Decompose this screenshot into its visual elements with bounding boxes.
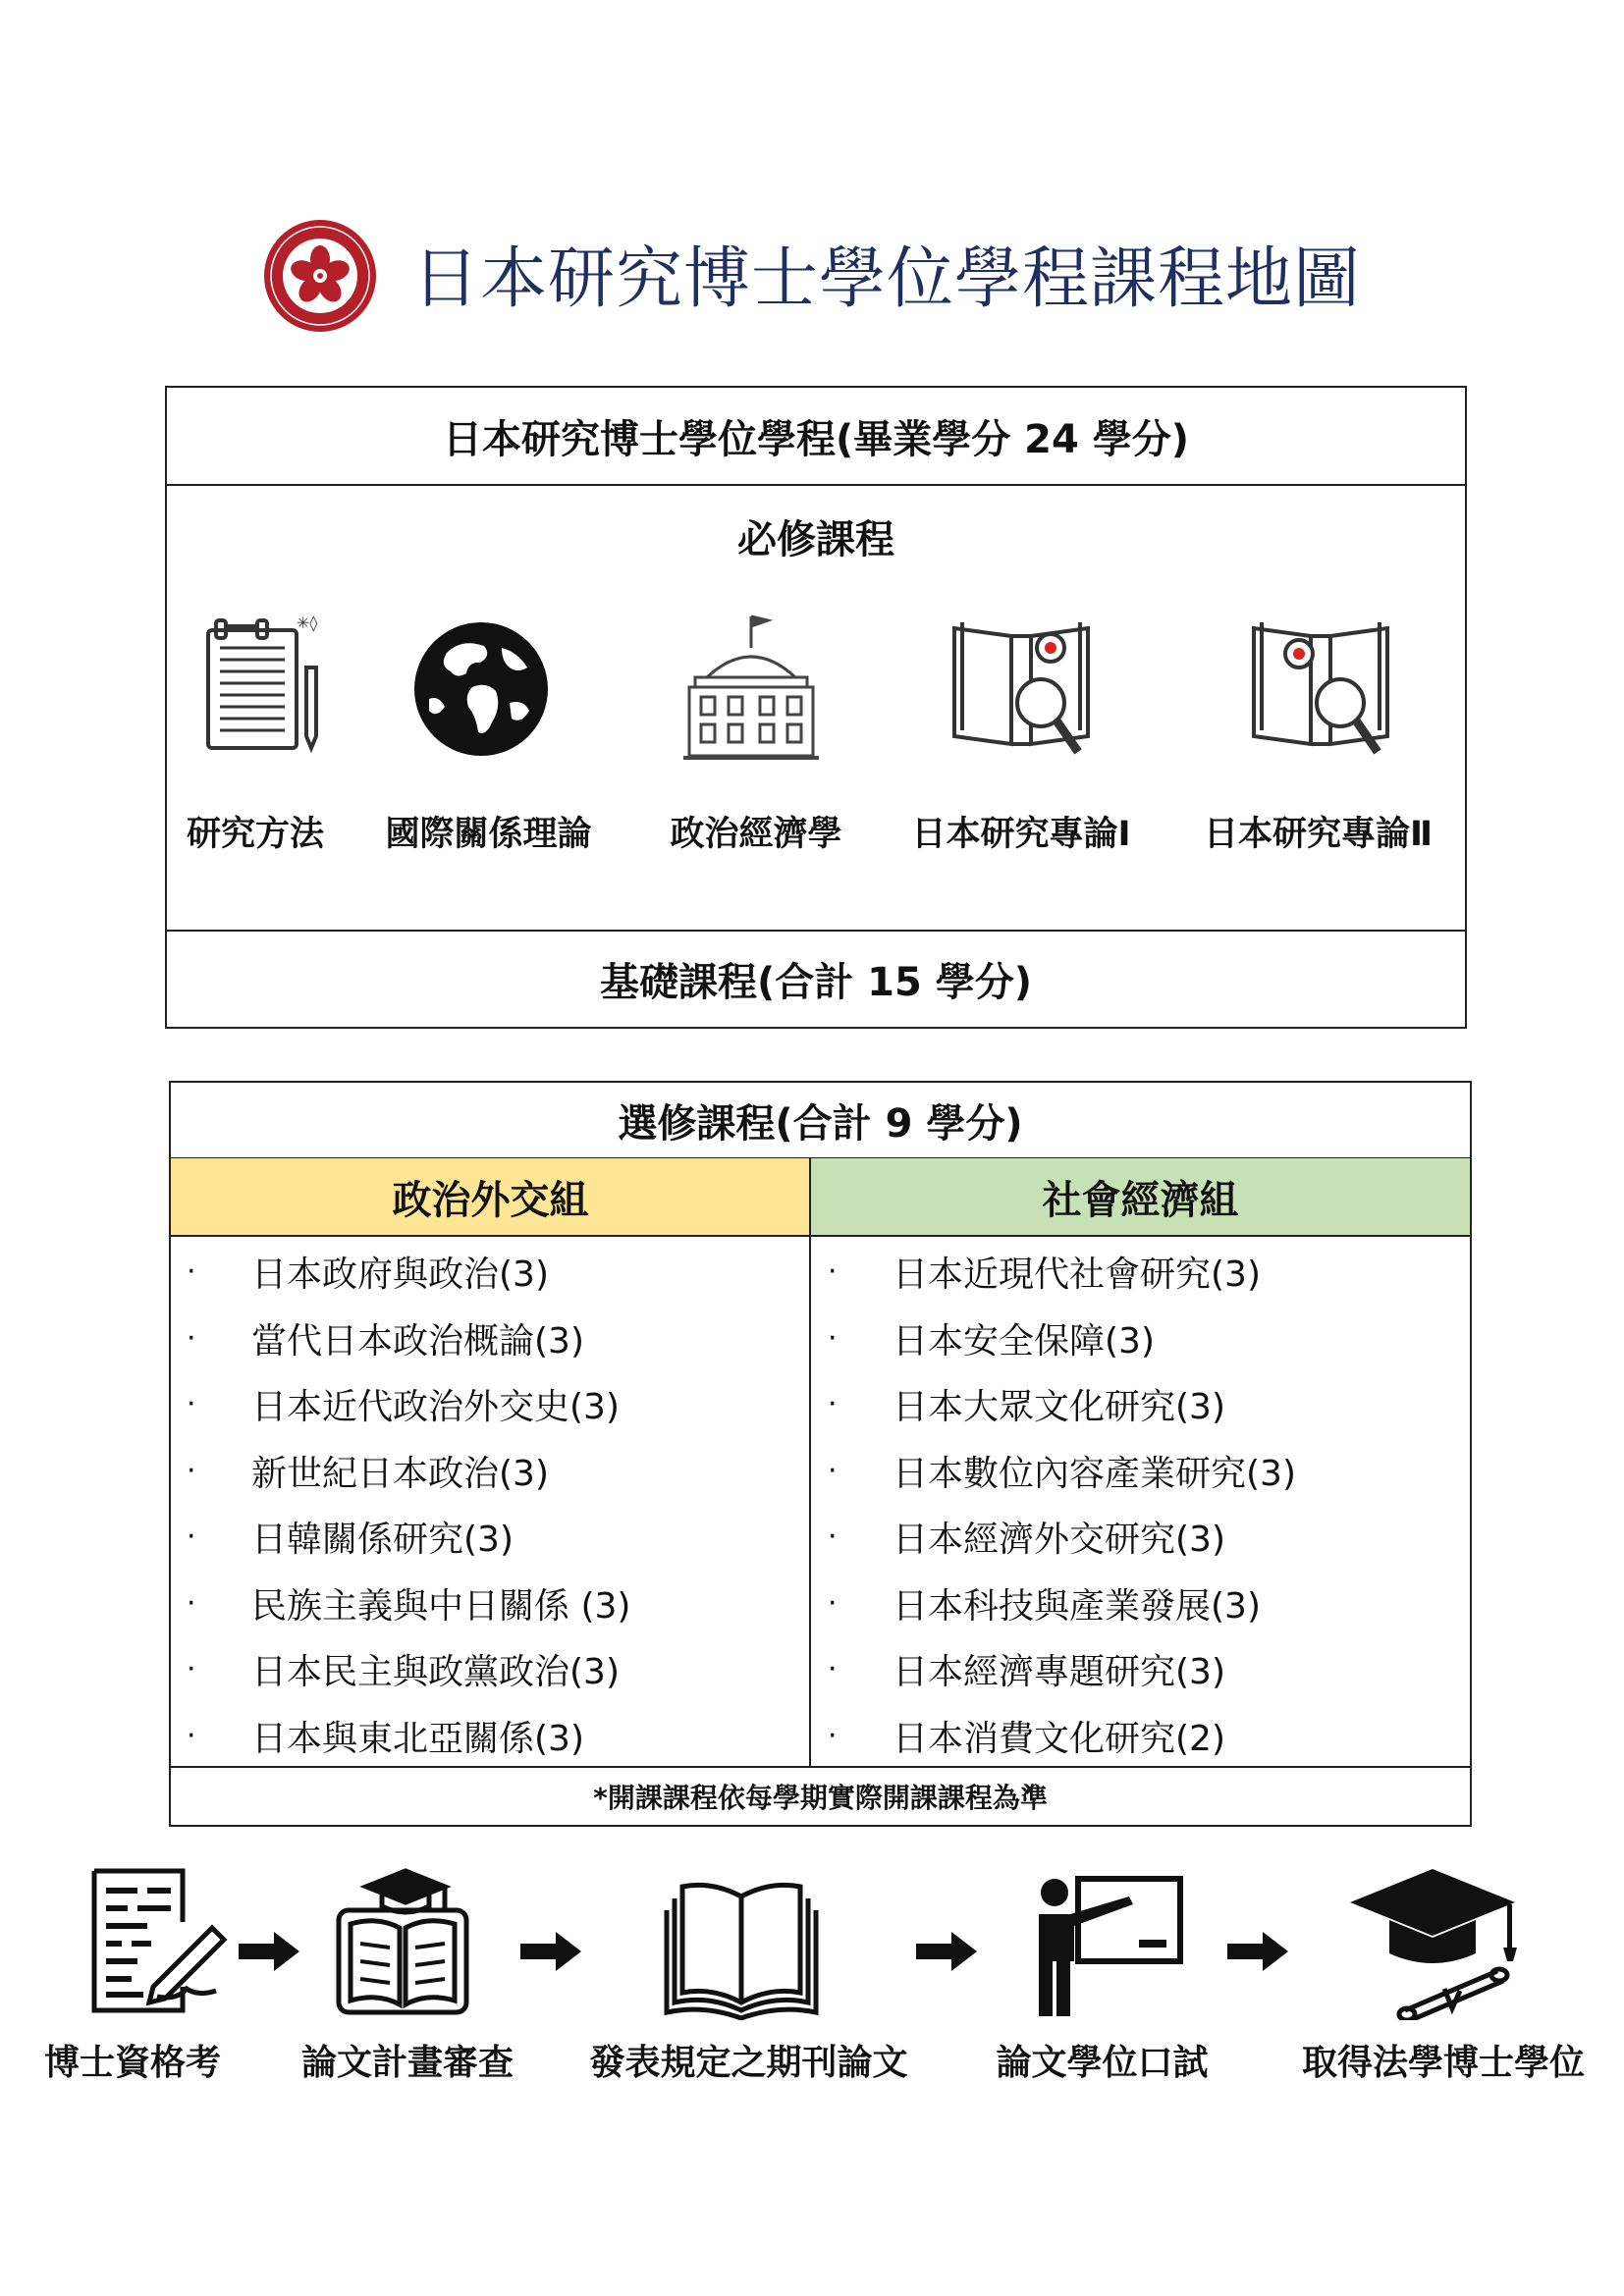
bullet: · [187,1520,196,1555]
course-name: 當代日本政治概論(3) [251,1320,584,1362]
arrow-right-icon [1227,1932,1288,1971]
graduation-cap-diploma-icon [1350,1863,1497,2020]
list-item [828,1239,1296,1306]
program-title: 日本研究博士學位學程(畢業學分 24 學分) [442,416,1190,462]
presenter-board-icon [1031,1863,1178,2020]
course-name: 民族主義與中日關係 (3) [251,1585,631,1627]
footnote: *開課課程依每學期實際開課課程為準 [593,1782,1048,1814]
svg-text:✳◊: ✳◊ [297,614,318,632]
bullet: · [187,1453,196,1488]
bullet: · [828,1387,838,1422]
process-step-label: 取得法學博士學位 [1301,2042,1585,2083]
book-magnifier-japan-icon [943,609,1090,766]
process-step-label: 博士資格考 [43,2042,221,2083]
required-courses-title: 必修課程 [737,516,894,562]
list-item [828,1371,1296,1438]
book-magnifier-japan-icon [1242,609,1389,766]
government-building-icon [677,609,825,766]
bullet: · [828,1585,838,1621]
process-step-label: 論文計畫審查 [300,2042,514,2083]
group-header-political: 政治外交組 [171,1158,810,1235]
list-item [828,1703,1296,1770]
political-course-list [187,1239,630,1769]
bullet: · [828,1718,838,1753]
list-item [187,1571,630,1637]
bullet: · [187,1718,196,1753]
list-item [828,1571,1296,1637]
globe-icon [407,609,555,766]
arrow-right-icon [520,1932,581,1971]
list-item [187,1504,630,1571]
list-item [187,1438,630,1505]
bullet: · [828,1320,838,1356]
bullet: · [187,1387,196,1422]
bullet: · [187,1320,196,1356]
process-step-label: 發表規定之期刊論文 [589,2042,908,2083]
course-name: 新世紀日本政治(3) [251,1453,549,1494]
required-course-label: 日本研究專論Ⅰ [911,815,1131,854]
list-item [187,1703,630,1770]
required-course-label: 政治經濟學 [670,815,842,854]
required-course-label: 研究方法 [186,815,324,854]
course-name: 日本科技與產業發展(3) [893,1585,1261,1627]
list-item [187,1239,630,1306]
course-name: 日本近代政治外交史(3) [251,1387,620,1428]
course-name: 日本經濟專題研究(3) [893,1652,1225,1693]
bullet: · [828,1255,838,1290]
basic-courses-title: 基礎課程(合計 15 學分) [599,960,1033,1005]
course-name: 日本安全保障(3) [893,1320,1155,1362]
page-title: 日本研究博士學位學程課程地圖 [412,240,1362,318]
bullet: · [828,1652,838,1687]
process-step-label: 論文學位口試 [996,2042,1209,2083]
exam-paper-icon [88,1863,236,2020]
social-course-list [828,1239,1296,1769]
divider [165,484,1467,486]
course-name: 日本民主與政黨政治(3) [251,1652,620,1693]
required-course-label: 國際關係理論 [385,815,592,854]
course-name: 日韓關係研究(3) [251,1520,514,1561]
electives-title: 選修課程(合計 9 學分) [618,1100,1023,1147]
arrow-right-icon [239,1932,299,1971]
bullet: · [187,1255,196,1290]
open-book-icon [663,1863,810,2020]
course-name: 日本經濟外交研究(3) [893,1520,1225,1561]
list-item [828,1306,1296,1372]
bullet: · [828,1453,838,1488]
course-name: 日本數位內容產業研究(3) [893,1453,1296,1494]
course-name: 日本消費文化研究(2) [893,1718,1225,1759]
university-logo [261,217,379,335]
list-item [187,1636,630,1703]
bullet: · [187,1652,196,1687]
column-divider [809,1158,811,1768]
arrow-right-icon [916,1932,977,1971]
divider [169,1235,1472,1237]
bullet: · [828,1520,838,1555]
list-item [187,1306,630,1372]
course-name: 日本與東北亞關係(3) [251,1718,584,1759]
notepad-pen-icon [187,609,334,766]
list-item [828,1636,1296,1703]
graduate-book-icon [329,1863,476,2020]
list-item [187,1371,630,1438]
course-name: 日本近現代社會研究(3) [893,1255,1261,1296]
list-item [828,1504,1296,1571]
course-name: 日本大眾文化研究(3) [893,1387,1225,1428]
bullet: · [187,1585,196,1621]
group-header-social: 社會經濟組 [811,1158,1470,1235]
required-course-label: 日本研究專論Ⅱ [1203,815,1434,854]
list-item [828,1438,1296,1505]
course-name: 日本政府與政治(3) [251,1255,549,1296]
